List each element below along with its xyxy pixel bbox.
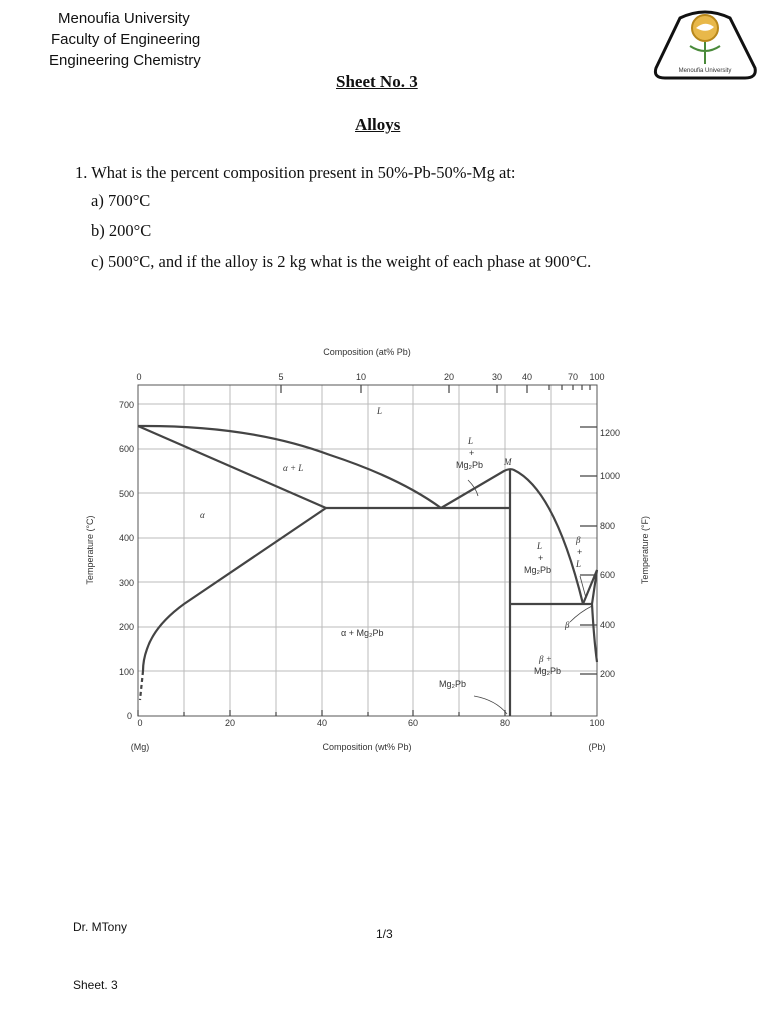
mg-end-label: (Mg)	[130, 742, 150, 752]
left-tick: 300	[118, 578, 134, 588]
question-part-c: c) 500°C, and if the alloy is 2 kg what is the weight of each phase at 900°C.	[91, 252, 592, 271]
top-tick: 30	[491, 372, 503, 382]
region-label: Mg₂Pb	[534, 666, 562, 676]
region-label: +	[577, 547, 583, 557]
region-label: +	[538, 553, 544, 563]
top-tick: 5	[278, 372, 284, 382]
top-tick: 10	[355, 372, 367, 382]
question-part-b: b) 200°C	[91, 221, 152, 240]
topic-title: Alloys	[355, 115, 401, 134]
region-alpha-liquid: α + L	[283, 463, 304, 473]
svg-text:Menoufia University: Menoufia University	[678, 68, 732, 74]
region-alpha: α	[200, 510, 205, 520]
author: Dr. MTony	[73, 920, 128, 934]
left-tick: 500	[118, 489, 134, 499]
region-label: β +	[539, 654, 552, 664]
left-tick: 100	[118, 667, 134, 677]
pb-end-label: (Pb)	[588, 742, 606, 752]
compound-label: Mg₂Pb	[439, 679, 467, 689]
left-tick: 0	[126, 711, 132, 721]
grid	[138, 385, 597, 716]
region-label: Mg₂Pb	[456, 460, 484, 470]
left-tick: 600	[118, 444, 134, 454]
university-name: Menoufia University	[58, 10, 190, 27]
faculty-name: Faculty of Engineering	[51, 31, 201, 48]
region-label: L	[468, 436, 474, 446]
region-liquid: L	[377, 406, 383, 416]
top-tick: 40	[521, 372, 533, 382]
sheet-label: Sheet. 3	[73, 978, 118, 992]
right-tick: 800	[600, 521, 616, 531]
right-tick: 600	[600, 570, 616, 580]
bottom-axis-label: Composition (wt% Pb)	[322, 742, 412, 752]
region-label: +	[469, 448, 475, 458]
bottom-tick: 100	[589, 718, 605, 728]
region-alpha-mg2pb: α + Mg₂Pb	[341, 628, 384, 638]
department-name: Engineering Chemistry	[49, 52, 201, 69]
top-tick: 20	[443, 372, 455, 382]
left-tick: 200	[118, 622, 134, 632]
bottom-tick: 80	[499, 718, 511, 728]
left-axis-label: Temperature (°C)	[85, 515, 95, 585]
right-axis-label: Temperature (°F)	[640, 515, 650, 585]
top-tick: 100	[589, 372, 605, 382]
bottom-tick: 20	[224, 718, 236, 728]
question-part-a: a) 700°C	[91, 191, 151, 210]
region-beta: β	[565, 620, 570, 630]
right-tick: 200	[600, 669, 616, 679]
top-axis-label: Composition (at% Pb)	[323, 347, 411, 357]
congruent-point-label: M	[504, 457, 512, 467]
left-tick: 700	[118, 400, 134, 410]
question-stem: 1. What is the percent composition present in 50%-Pb-50%-Mg at:	[75, 163, 516, 182]
region-label: L	[537, 541, 543, 551]
region-label: Mg₂Pb	[524, 565, 552, 575]
right-tick: 1000	[600, 471, 621, 481]
left-tick: 400	[118, 533, 134, 543]
top-tick: 70	[567, 372, 579, 382]
region-label: L	[576, 559, 582, 569]
right-tick: 400	[600, 620, 616, 630]
right-tick: 1200	[600, 428, 621, 438]
bottom-tick: 40	[316, 718, 328, 728]
bottom-tick: 0	[137, 718, 143, 728]
sheet-title: Sheet No. 3	[336, 72, 418, 91]
top-tick: 0	[136, 372, 142, 382]
bottom-tick: 60	[407, 718, 419, 728]
page-number: 1/3	[376, 927, 393, 941]
region-label: β	[576, 535, 581, 545]
